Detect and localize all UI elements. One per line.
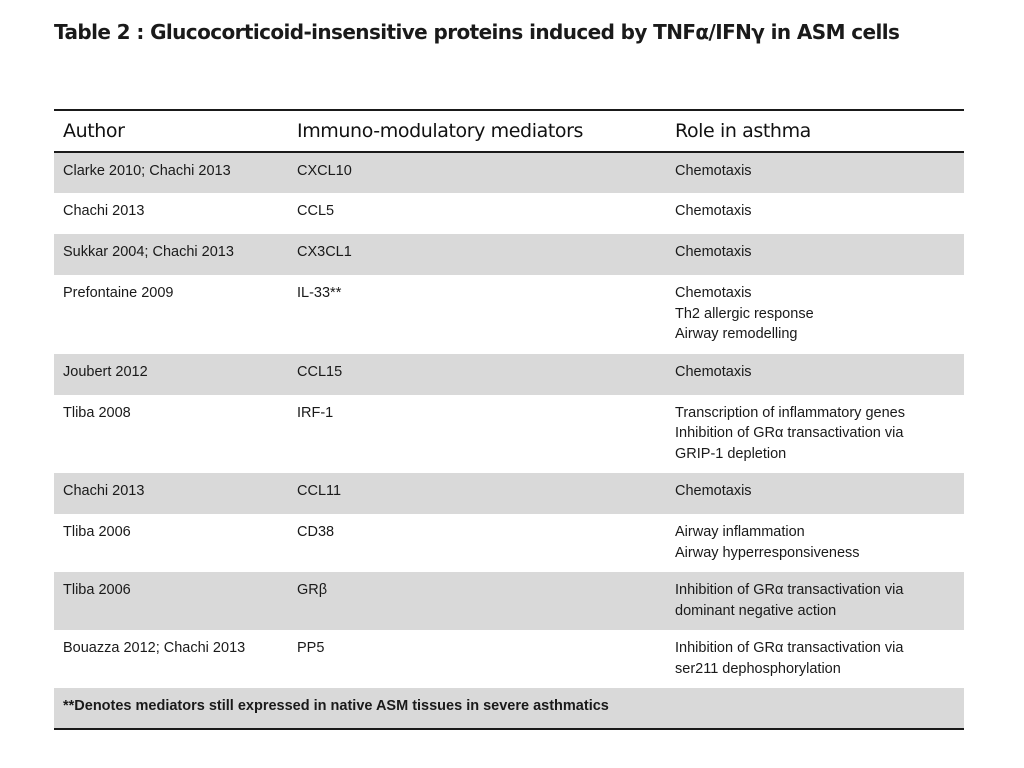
author-cell: Prefontaine 2009	[63, 285, 174, 301]
mediator-cell: IL-33**	[297, 285, 342, 301]
role-line: Inhibition of GRα transactivation via	[675, 640, 904, 656]
table-row	[54, 395, 964, 474]
role-line: Chemotaxis	[675, 203, 752, 219]
table-row	[54, 572, 964, 630]
author-cell: Tliba 2006	[63, 524, 131, 540]
role-line: Transcription of inflammatory genes	[675, 404, 905, 421]
role-cell	[666, 234, 964, 275]
role-cell	[666, 572, 964, 630]
role-line: Inhibition of GRα transactivation via	[675, 582, 904, 598]
role-cell	[666, 395, 964, 474]
table-row	[54, 152, 964, 193]
mediator-cell: CCL11	[288, 473, 666, 514]
mediators-table-container	[54, 109, 964, 730]
role-cell	[666, 354, 964, 395]
role-cell	[666, 473, 964, 514]
mediator-cell: CD38	[297, 524, 335, 540]
author-cell: Tliba 2006	[54, 572, 288, 630]
table-body	[54, 152, 964, 729]
role-line: Chemotaxis	[675, 244, 752, 260]
header-mediators: Immuno-modulatory mediators	[288, 110, 666, 152]
footnote: **Denotes mediators still expressed in native ASM tissues in severe asthmatics	[54, 688, 964, 729]
footnote-row	[54, 688, 964, 729]
mediator-cell: CX3CL1	[288, 234, 666, 275]
table-row	[54, 473, 964, 514]
mediator-cell: CCL15	[288, 354, 666, 395]
role-cell	[666, 630, 964, 688]
role-line: Inhibition of GRα transactivation via	[675, 425, 904, 441]
table-header-row	[54, 110, 964, 152]
role-cell	[666, 275, 964, 354]
role-line: Airway inflammation	[675, 524, 805, 540]
role-cell	[666, 514, 964, 572]
role-line: Chemotaxis	[675, 285, 752, 301]
author-cell: Tliba 2008	[63, 404, 131, 421]
author-cell: Bouazza 2012; Chachi 2013	[63, 640, 246, 656]
table-row	[54, 514, 964, 572]
header-role: Role in asthma	[666, 110, 964, 152]
header-author: Author	[54, 110, 288, 152]
mediators-table	[54, 109, 964, 730]
role-line: Chemotaxis	[675, 363, 752, 380]
table-row	[54, 193, 964, 234]
table-row	[54, 234, 964, 275]
role-cell	[666, 193, 964, 234]
author-cell: Clarke 2010; Chachi 2013	[54, 152, 288, 193]
role-line: Airway hyperresponsiveness	[675, 544, 860, 561]
mediator-cell: PP5	[297, 640, 325, 656]
mediator-cell: CXCL10	[288, 152, 666, 193]
mediator-cell: IRF-1	[297, 404, 334, 421]
author-cell: Joubert 2012	[54, 354, 288, 395]
page-title: Table 2 : Glucocorticoid-insensitive proteins induced by TNFα/IFNγ in ASM cells	[54, 20, 900, 44]
author-cell: Sukkar 2004; Chachi 2013	[54, 234, 288, 275]
role-cell	[666, 152, 964, 193]
author-cell: Chachi 2013	[54, 473, 288, 514]
role-line: Th2 allergic response	[675, 305, 814, 322]
role-line: Chemotaxis	[675, 163, 752, 179]
role-line: Airway remodelling	[675, 326, 798, 342]
mediator-cell: CCL5	[297, 203, 335, 219]
mediator-cell: GRβ	[288, 572, 666, 630]
role-line: GRIP-1 depletion	[675, 445, 787, 462]
role-line: dominant negative action	[675, 602, 837, 619]
role-line: ser211 dephosphorylation	[675, 660, 841, 677]
table-row	[54, 275, 964, 354]
author-cell: Chachi 2013	[63, 203, 145, 219]
table-row	[54, 630, 964, 688]
table-row	[54, 354, 964, 395]
role-line: Chemotaxis	[675, 483, 752, 499]
